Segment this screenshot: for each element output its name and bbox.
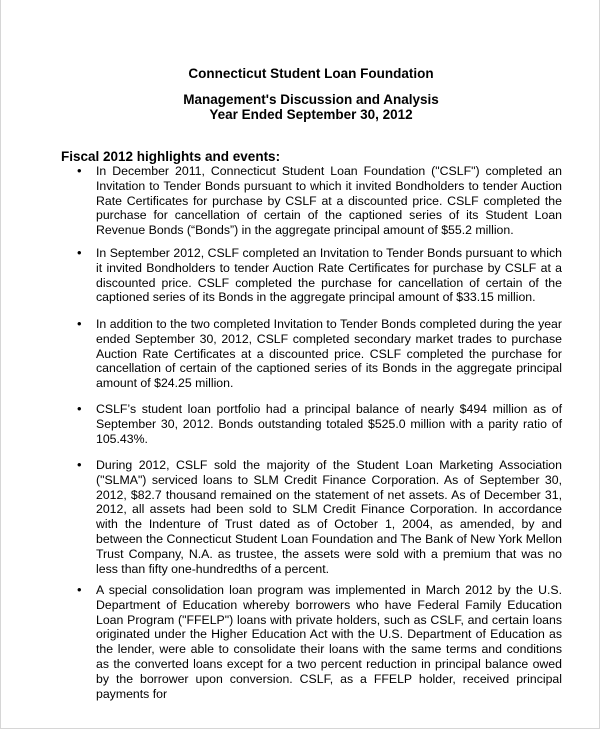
section-heading: Fiscal 2012 highlights and events:: [61, 149, 281, 164]
bullet-icon: •: [77, 245, 82, 260]
list-item-text: In addition to the two completed Invitation to Tender Bonds completed during the year ended September 30, 2012, CSLF completed secondary market trades to purchase Auction Rate Certificates at a discounted price. CSLF completed the purchase for cancellation of certain of the captioned series of its Bonds in the aggregate principal amount of $24.25 million.: [96, 317, 562, 391]
organization-title: Connecticut Student Loan Foundation: [188, 66, 434, 81]
list-item-text: During 2012, CSLF sold the majority of the Student Loan Marketing Association ("SLMA") serviced loans to SLM Credit Finance Corporation. As of September 30, 2012, $82.7 thousand remained on the statement of net assets. As of December 31, 2012, all assets had been sold to SLM Credit Finance Corporation. In accordance with the Indenture of Trust dated as of October 1, 2004, as amended, by and between the Connecticut Student Loan Foundation and The Bank of New York Mellon Trust Company, N.A. as trustee, the assets were sold with a premium that was no less than fifty one-hundredths of a percent.: [96, 458, 562, 576]
list-item-text: In December 2011, Connecticut Student Loan Foundation ("CSLF") completed an Invitation to Tender Bonds pursuant to which it invited Bondholders to tender Auction Rate Certificates for purchase by CSLF at a discounted price. CSLF completed the purchase for cancellation of certain of the captioned series of its Student Loan Revenue Bonds (“Bonds”) in the aggregate principal amount of $55.2 million.: [96, 164, 562, 238]
list-item-text: In September 2012, CSLF completed an Invitation to Tender Bonds pursuant to which it invited Bondholders to tender Auction Rate Certificates for purchase by CSLF at a discounted price. CSLF completed the purchase for cancellation of certain of the captioned series of its Bonds in the aggregate principal amount of $33.15 million.: [96, 246, 562, 305]
bullet-icon: •: [77, 582, 82, 597]
bullet-icon: •: [77, 401, 82, 416]
bullet-icon: •: [77, 457, 82, 472]
list-item-text: A special consolidation loan program was implemented in March 2012 by the U.S. Department of Education whereby borrowers who have Federal Family Education Loan Program ("FFELP") loans with private holders, such as CSLF, and certain loans originated under the Higher Education Act with the U.S. Department of Education as the lender, were able to consolidate their loans with the same terms and conditions as the converted loans except for a two percent reduction in principal balance owed by the borrower upon conversion. CSLF, as a FFELP holder, received principal payments for: [96, 583, 562, 701]
report-title: Management's Discussion and Analysis: [183, 92, 439, 107]
bullet-icon: •: [77, 316, 82, 331]
bullet-icon: •: [77, 163, 82, 178]
list-item-text: CSLF’s student loan portfolio had a principal balance of nearly $494 million as of September 30, 2012. Bonds outstanding totaled $525.0 million with a parity ratio of 105.43%.: [96, 402, 562, 446]
highlights-list: [1, 0, 600, 730]
report-period: Year Ended September 30, 2012: [209, 107, 413, 122]
